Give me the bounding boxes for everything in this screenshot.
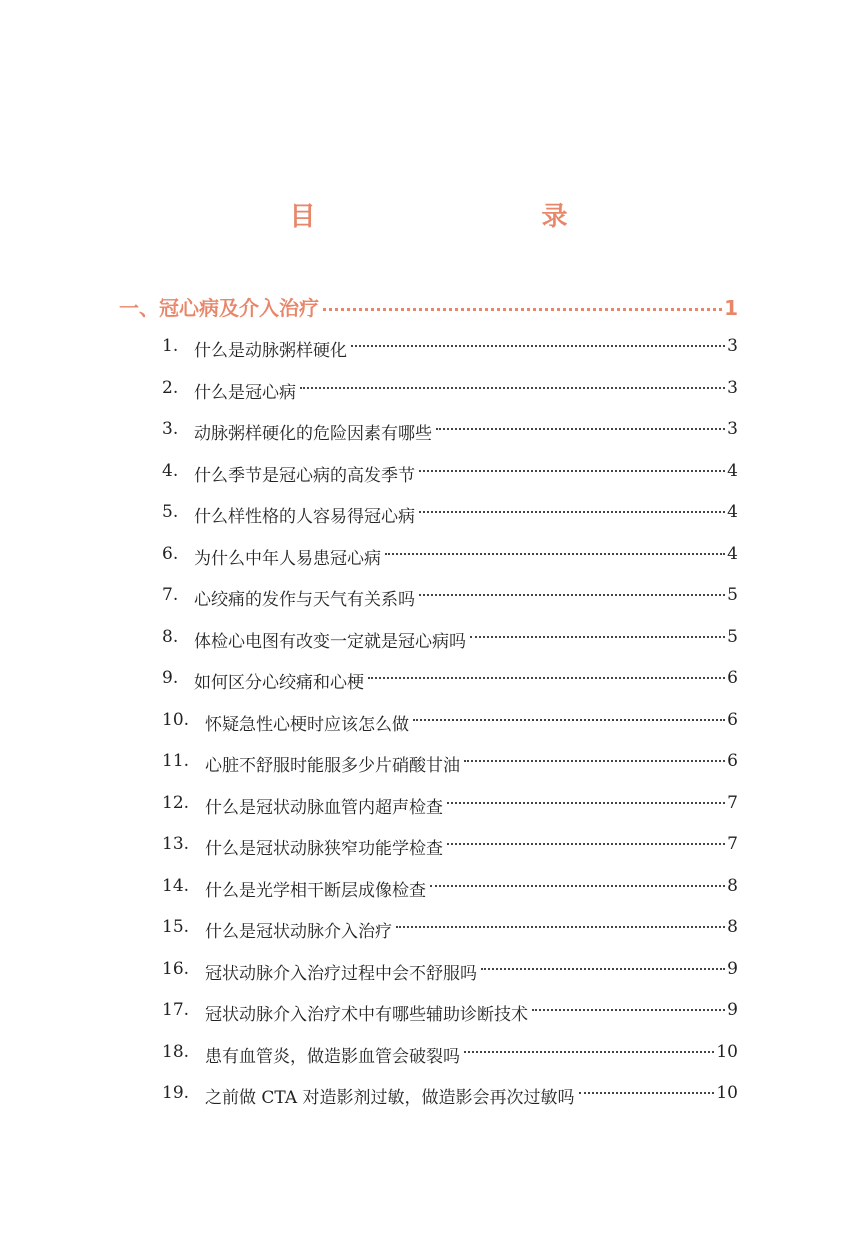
toc-item-page: 3 bbox=[727, 377, 738, 398]
toc-item-page: 7 bbox=[727, 834, 738, 854]
toc-item-page: 5 bbox=[727, 585, 738, 605]
toc-section-label: 一、冠心病及介入治疗 bbox=[119, 296, 319, 320]
toc-item[interactable] bbox=[162, 876, 738, 901]
toc-section-page: 1 bbox=[724, 296, 738, 320]
dot-leader bbox=[464, 1051, 714, 1053]
toc-item-number: 1. bbox=[162, 336, 179, 356]
toc-item[interactable] bbox=[162, 461, 738, 486]
toc-item-title: 怀疑急性心梗时应该怎么做 bbox=[205, 714, 409, 735]
toc-item-page: 9 bbox=[727, 958, 738, 979]
toc-item[interactable] bbox=[162, 585, 738, 610]
toc-item-page: 3 bbox=[727, 419, 738, 439]
toc-item[interactable] bbox=[162, 710, 738, 735]
dot-leader bbox=[532, 1009, 725, 1011]
toc-item[interactable] bbox=[162, 1042, 738, 1067]
toc-item-number: 4. bbox=[162, 460, 179, 481]
toc-item-number: 16. bbox=[162, 958, 190, 979]
toc-item-number: 12. bbox=[162, 792, 190, 813]
dot-leader bbox=[413, 719, 725, 721]
dot-leader bbox=[419, 511, 725, 513]
toc-item-number: 18. bbox=[162, 1041, 190, 1062]
toc-item-number: 14. bbox=[162, 875, 190, 896]
toc-item-title: 什么是光学相干断层成像检查 bbox=[205, 880, 426, 901]
toc-item-number: 17. bbox=[162, 1000, 190, 1020]
toc-item-page: 7 bbox=[727, 792, 738, 813]
toc-item-number: 5. bbox=[162, 502, 179, 522]
toc-item-title: 动脉粥样硬化的危险因素有哪些 bbox=[194, 424, 432, 444]
toc-item[interactable] bbox=[162, 834, 738, 859]
toc-item-title: 什么是冠状动脉血管内超声检查 bbox=[205, 797, 443, 818]
toc-item-number: 19. bbox=[162, 1083, 190, 1103]
toc-item[interactable] bbox=[162, 419, 738, 444]
toc-item[interactable] bbox=[162, 627, 738, 652]
toc-item[interactable] bbox=[162, 378, 738, 403]
dot-leader bbox=[447, 802, 725, 804]
dot-leader bbox=[396, 926, 725, 928]
dot-leader bbox=[464, 760, 725, 762]
toc-item-page: 4 bbox=[727, 502, 738, 522]
toc-item[interactable] bbox=[162, 1000, 738, 1025]
toc-item-page: 9 bbox=[727, 1000, 738, 1020]
toc-item-title: 之前做 CTA 对造影剂过敏，做造影会再次过敏吗 bbox=[205, 1088, 575, 1108]
toc-item[interactable] bbox=[162, 544, 738, 569]
toc-item-page: 10 bbox=[716, 1041, 738, 1062]
toc-item-title: 什么是冠状动脉介入治疗 bbox=[205, 922, 392, 942]
dot-leader bbox=[430, 885, 725, 887]
toc-item-number: 9. bbox=[162, 668, 179, 688]
dot-leader bbox=[579, 1092, 715, 1094]
toc-item-title: 什么是冠状动脉狭窄功能学检查 bbox=[205, 839, 443, 859]
dot-leader bbox=[385, 553, 725, 555]
toc-item-number: 11. bbox=[162, 751, 190, 771]
toc-item-title: 心脏不舒服时能服多少片硝酸甘油 bbox=[205, 756, 460, 776]
toc-item-page: 5 bbox=[727, 626, 738, 647]
toc-item-title: 体检心电图有改变一定就是冠心病吗 bbox=[194, 631, 466, 652]
toc-item-page: 6 bbox=[727, 709, 738, 730]
toc-item[interactable] bbox=[162, 502, 738, 527]
toc-item-number: 3. bbox=[162, 419, 179, 439]
toc-item-title: 什么季节是冠心病的高发季节 bbox=[194, 465, 415, 486]
dot-leader bbox=[481, 968, 725, 970]
toc-section-1[interactable] bbox=[119, 292, 738, 321]
toc-item-page: 4 bbox=[727, 543, 738, 564]
toc-item-page: 6 bbox=[727, 751, 738, 771]
toc-item-title: 什么是动脉粥样硬化 bbox=[194, 341, 347, 361]
toc-item-number: 15. bbox=[162, 917, 190, 937]
toc-item-title: 什么样性格的人容易得冠心病 bbox=[194, 507, 415, 527]
toc-item-page: 10 bbox=[716, 1083, 738, 1103]
toc-item-title: 为什么中年人易患冠心病 bbox=[194, 548, 381, 569]
dot-leader bbox=[323, 308, 722, 311]
toc-item-number: 7. bbox=[162, 585, 179, 605]
toc-item-number: 10. bbox=[162, 709, 190, 730]
toc-item-page: 8 bbox=[727, 875, 738, 896]
toc-item-title: 患有血管炎，做造影血管会破裂吗 bbox=[205, 1046, 460, 1067]
dot-leader bbox=[351, 345, 725, 347]
toc-item-page: 8 bbox=[727, 917, 738, 937]
dot-leader bbox=[470, 636, 725, 638]
page-title: 目 录 bbox=[289, 202, 626, 232]
toc-item-number: 6. bbox=[162, 543, 179, 564]
toc-item-page: 3 bbox=[727, 336, 738, 356]
toc-item-page: 4 bbox=[727, 460, 738, 481]
toc-item-number: 8. bbox=[162, 626, 179, 647]
dot-leader bbox=[447, 843, 725, 845]
toc-item[interactable] bbox=[162, 959, 738, 984]
toc-item-title: 什么是冠心病 bbox=[194, 382, 296, 403]
toc-item[interactable] bbox=[162, 668, 738, 693]
toc-item-number: 2. bbox=[162, 377, 179, 398]
toc-item-number: 13. bbox=[162, 834, 190, 854]
toc-item[interactable] bbox=[162, 1083, 738, 1108]
toc-item-title: 冠状动脉介入治疗术中有哪些辅助诊断技术 bbox=[205, 1005, 528, 1025]
toc-item[interactable] bbox=[162, 336, 738, 361]
toc-item-title: 心绞痛的发作与天气有关系吗 bbox=[194, 590, 415, 610]
toc-item-page: 6 bbox=[727, 668, 738, 688]
toc-item[interactable] bbox=[162, 793, 738, 818]
toc-item-title: 冠状动脉介入治疗过程中会不舒服吗 bbox=[205, 963, 477, 984]
toc-item[interactable] bbox=[162, 917, 738, 942]
toc-item[interactable] bbox=[162, 751, 738, 776]
dot-leader bbox=[368, 677, 725, 679]
dot-leader bbox=[436, 428, 725, 430]
dot-leader bbox=[419, 470, 725, 472]
dot-leader bbox=[419, 594, 725, 596]
toc-item-title: 如何区分心绞痛和心梗 bbox=[194, 673, 364, 693]
dot-leader bbox=[300, 387, 725, 389]
